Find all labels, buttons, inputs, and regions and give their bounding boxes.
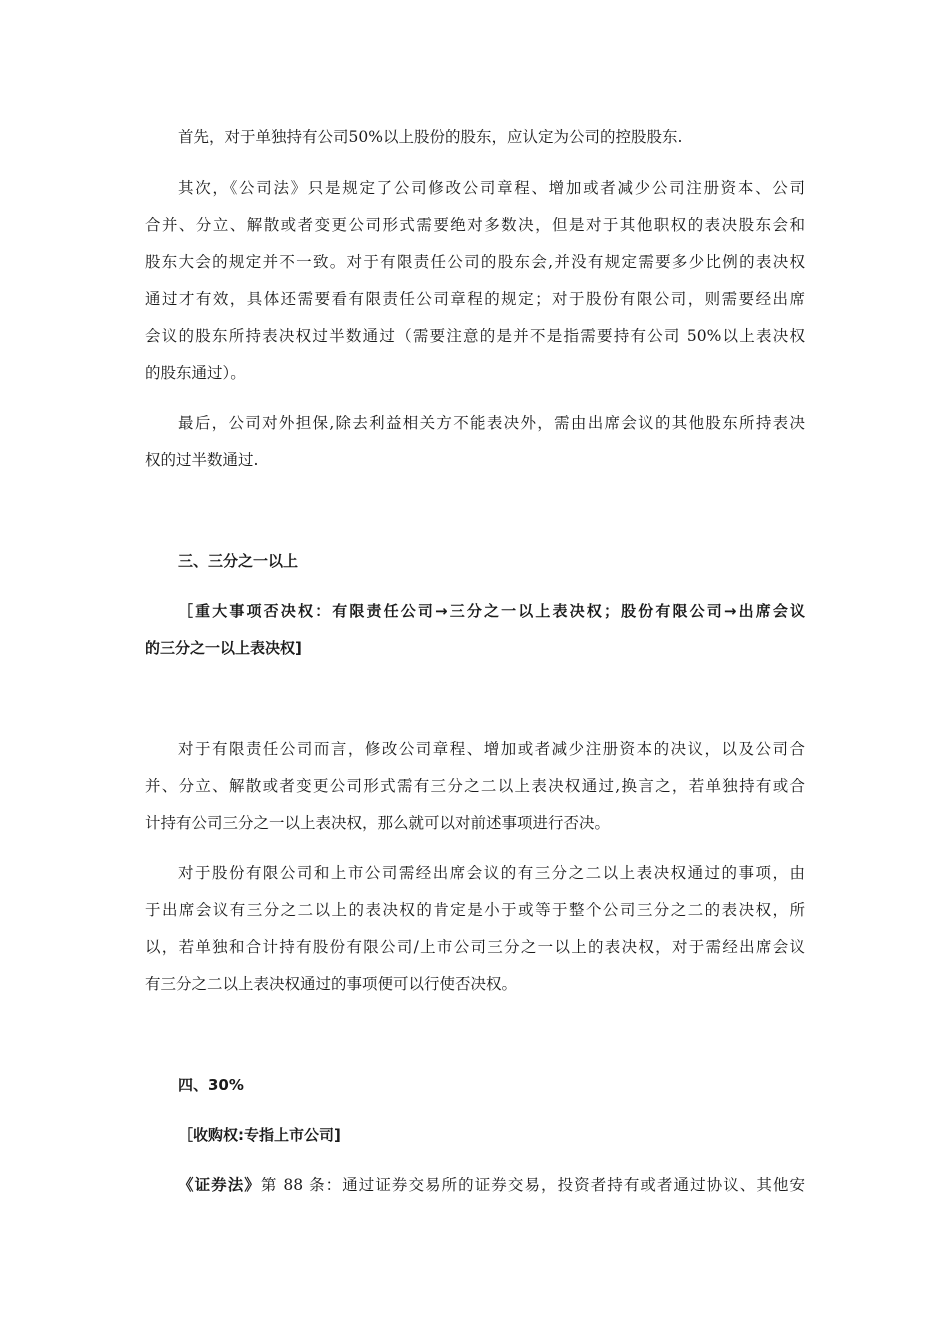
paragraph-line: 有三分之二以上表决权通过的事项便可以行使否决权。 (145, 975, 518, 993)
law-reference: 《证券法》 (178, 1176, 261, 1194)
paragraph-line: 的股东通过）。 (145, 364, 246, 382)
paragraph-line: 以，若单独和合计持有股份有限公司/上市公司三分之一以上的表决权，对于需经出席会议 (145, 938, 805, 956)
paragraph-line: 其次，《公司法》只是规定了公司修改公司章程、增加或者减少公司注册资本、公司 (178, 179, 805, 197)
section-note: 的三分之一以上表决权] (145, 639, 302, 657)
paragraph-line (178, 1174, 805, 1196)
paragraph-line: 并、分立、解散或者变更公司形式需有三分之二以上表决权通过,换言之，若单独持有或合 (145, 777, 805, 795)
section-note: ［重大事项否决权：有限责任公司→三分之一以上表决权；股份有限公司→出席会议 (178, 602, 805, 620)
paragraph-text: 第 88 条：通过证券交易所的证券交易，投资者持有或者通过协议、其他安 (260, 1176, 805, 1194)
section-heading: 三、三分之一以上 (178, 552, 299, 570)
paragraph-line: 最后，公司对外担保,除去利益相关方不能表决外，需由出席会议的其他股东所持表决 (178, 414, 805, 432)
paragraph-line: 股东大会的规定并不一致。对于有限责任公司的股东会,并没有规定需要多少比例的表决权 (145, 253, 805, 271)
paragraph-line: 首先，对于单独持有公司50%以上股份的股东，应认定为公司的控股股东. (178, 128, 683, 146)
paragraph-line: 计持有公司三分之一以上表决权，那么就可以对前述事项进行否决。 (145, 814, 611, 832)
paragraph-line: 会议的股东所持表决权过半数通过（需要注意的是并不是指需要持有公司 50%以上表决权 (145, 327, 805, 345)
paragraph-line: 通过才有效，具体还需要看有限责任公司章程的规定；对于股份有限公司，则需要经出席 (145, 290, 805, 308)
section-note: ［收购权:专指上市公司] (178, 1126, 341, 1144)
paragraph-line: 对于股份有限公司和上市公司需经出席会议的有三分之二以上表决权通过的事项，由 (178, 864, 805, 882)
paragraph-line: 权的过半数通过. (145, 451, 259, 469)
section-heading: 四、30% (178, 1076, 244, 1094)
paragraph-line: 于出席会议有三分之二以上的表决权的肯定是小于或等于整个公司三分之二的表决权，所 (145, 901, 805, 919)
paragraph-line: 对于有限责任公司而言，修改公司章程、增加或者减少注册资本的决议，以及公司合 (178, 740, 805, 758)
paragraph-line: 合并、分立、解散或者变更公司形式需要绝对多数决，但是对于其他职权的表决股东会和 (145, 216, 805, 234)
